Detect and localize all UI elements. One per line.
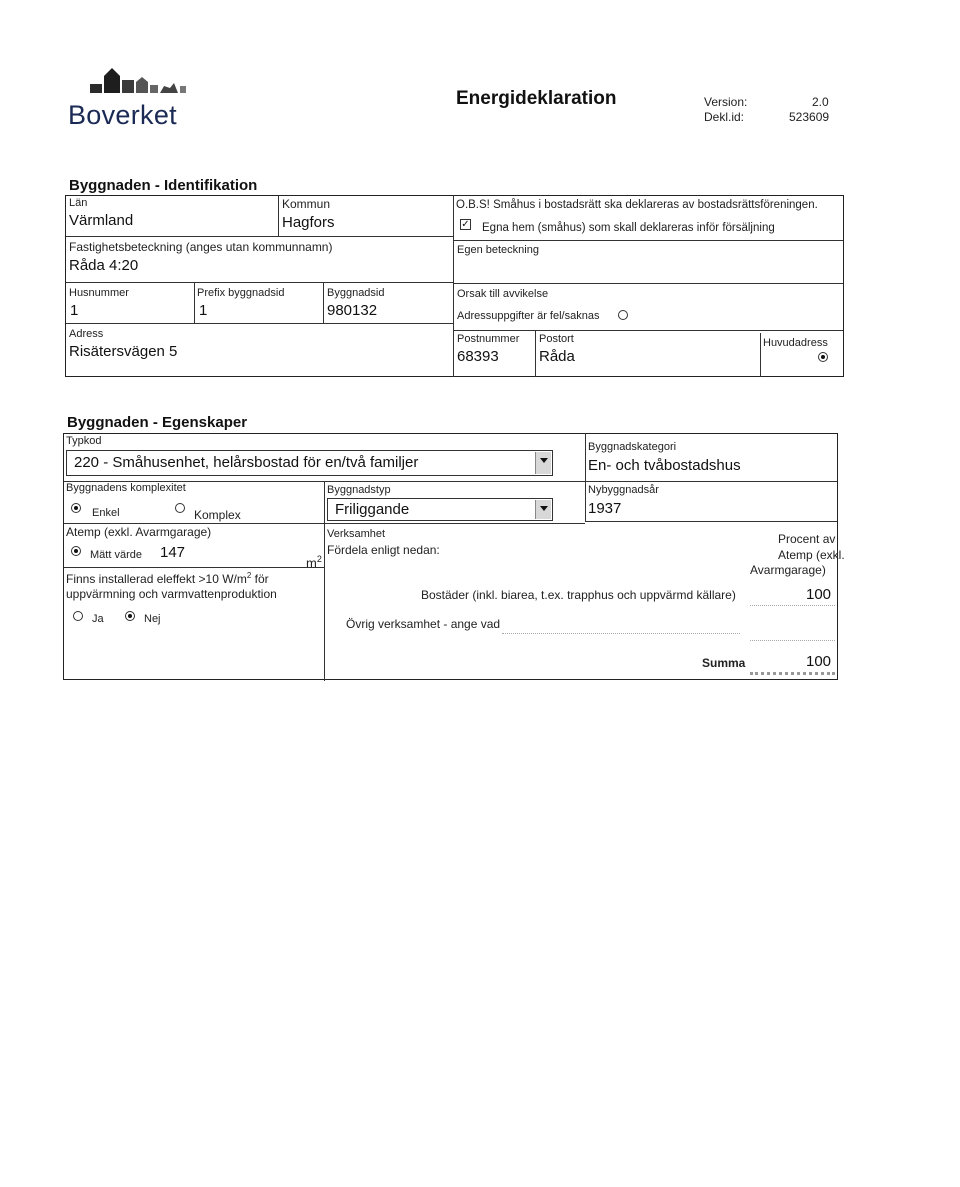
ja-radio[interactable] [73, 611, 83, 621]
obs-notice: O.B.S! Småhus i bostadsrätt ska deklareras av bostadsrättsföreningen. [456, 199, 818, 211]
page-title: Energideklaration [456, 88, 617, 109]
ovrig-percent-line [750, 640, 835, 641]
deklid-value: 523609 [789, 110, 830, 124]
eleffekt-label-2: uppvärmning och varmvattenproduktion [66, 587, 277, 601]
eleffekt-text-end: för [251, 572, 269, 586]
version-value: 2.0 [812, 95, 829, 109]
verksamhet-label: Verksamhet [327, 528, 386, 540]
egna-hem-label: Egna hem (småhus) som skall deklareras inför försäljning [482, 222, 775, 234]
nybyggnadsar-value: 1937 [588, 500, 622, 517]
procent-label-3: Avarmgarage) [750, 563, 826, 577]
bostader-value: 100 [806, 586, 832, 603]
kommun-label: Kommun [282, 197, 331, 211]
fastighet-value: Råda 4:20 [69, 257, 139, 274]
eleffekt-sup: 2 [246, 571, 252, 580]
enkel-radio[interactable] [71, 503, 81, 513]
husnummer-value: 1 [70, 302, 79, 319]
postort-label: Postort [539, 333, 574, 345]
byggnadsid-value: 980132 [327, 302, 378, 319]
nej-label: Nej [144, 613, 161, 625]
divider [535, 330, 536, 377]
divider [454, 283, 843, 284]
eleffekt-text: Finns installerad eleffekt >10 W/m [66, 572, 247, 586]
section-title-egenskaper: Byggnaden - Egenskaper [67, 414, 248, 431]
summa-value: 100 [806, 653, 832, 670]
prefix-value: 1 [199, 302, 208, 319]
divider [323, 283, 324, 323]
lan-label: Län [69, 197, 88, 209]
boverket-logo [68, 62, 198, 132]
postort-value: Råda [539, 348, 575, 365]
brand-name: Boverket [68, 100, 177, 130]
komplex-label: Komplex [194, 508, 241, 522]
summa-label: Summa [702, 656, 746, 670]
prefix-label: Prefix byggnadsid [197, 287, 285, 299]
kategori-label: Byggnadskategori [588, 441, 677, 453]
adress-label: Adress [69, 328, 104, 340]
typkod-label: Typkod [66, 435, 102, 447]
ovrig-input[interactable] [502, 612, 742, 632]
nybyggnadsar-label: Nybyggnadsår [588, 484, 659, 496]
divider [454, 240, 843, 241]
divider [278, 196, 279, 236]
procent-label-2: Atemp (exkl. [778, 548, 845, 562]
byggnadsid-label: Byggnadsid [327, 287, 385, 299]
divider [324, 481, 325, 681]
divider [64, 523, 585, 524]
boverket-logo-icon [88, 62, 208, 96]
divider [64, 567, 324, 568]
adress-value: Risätersvägen 5 [69, 343, 178, 360]
atemp-value: 147 [160, 544, 186, 561]
section-title-identifikation: Byggnaden - Identifikation [69, 177, 258, 194]
huvudadress-radio[interactable] [818, 352, 828, 362]
ovrig-label: Övrig verksamhet - ange vad [346, 617, 501, 631]
husnummer-label: Husnummer [69, 287, 129, 299]
version-label: Version: [704, 95, 748, 109]
byggnadstyp-dropdown[interactable] [327, 498, 553, 521]
deklid-label: Dekl.id: [704, 110, 745, 124]
huvudadress-label: Huvudadress [763, 337, 828, 349]
fastighet-label: Fastighetsbeteckning (anges utan kommunnamn) [69, 240, 333, 254]
divider [453, 195, 454, 377]
typkod-value: 220 - Småhusenhet, helårsbostad för en/två familjer [74, 454, 419, 471]
divider [66, 282, 453, 283]
matt-varde-label: Mätt värde [90, 549, 142, 561]
atemp-unit-sup: 2 [316, 554, 322, 564]
matt-varde-radio[interactable] [71, 546, 81, 556]
byggnadstyp-value: Friliggande [335, 501, 410, 518]
atemp-label: Atemp (exkl. Avarmgarage) [66, 525, 212, 539]
postnummer-label: Postnummer [457, 333, 520, 345]
adressuppgifter-radio[interactable] [618, 310, 628, 320]
divider [760, 333, 761, 377]
ovrig-field-line [502, 633, 740, 634]
divider [66, 323, 453, 324]
egna-hem-checkbox[interactable]: ✓ [461, 219, 470, 230]
kommun-value: Hagfors [282, 214, 335, 231]
procent-label-1: Procent av [778, 532, 836, 546]
adressuppgifter-label: Adressuppgifter är fel/saknas [457, 310, 600, 322]
summa-field-line [750, 672, 835, 675]
divider [66, 236, 453, 237]
ovrig-percent-input[interactable] [750, 612, 835, 632]
chevron-down-icon[interactable] [535, 452, 551, 474]
divider [194, 283, 195, 323]
kategori-value: En- och tvåbostadshus [588, 457, 741, 474]
enkel-label: Enkel [92, 507, 120, 519]
byggnadstyp-label: Byggnadstyp [327, 484, 391, 496]
divider [454, 330, 843, 331]
lan-value: Värmland [69, 212, 134, 229]
divider [585, 433, 586, 521]
fordela-label: Fördela enligt nedan: [327, 543, 440, 557]
typkod-dropdown[interactable] [66, 450, 553, 476]
egen-beteckning-input[interactable] [456, 259, 841, 283]
komplex-radio[interactable] [175, 503, 185, 513]
eleffekt-label [66, 571, 269, 586]
chevron-down-icon[interactable] [535, 500, 551, 519]
postnummer-value: 68393 [457, 348, 499, 365]
egen-beteckning-label: Egen beteckning [457, 244, 539, 256]
divider [585, 521, 837, 522]
ja-label: Ja [92, 613, 104, 625]
nej-radio[interactable] [125, 611, 135, 621]
atemp-unit-text: m [306, 555, 317, 571]
bostader-label: Bostäder (inkl. biarea, t.ex. trapphus och uppvärmd källare) [421, 588, 736, 602]
orsak-label: Orsak till avvikelse [457, 288, 549, 300]
komplexitet-label: Byggnadens komplexitet [66, 482, 186, 494]
bostader-field-line [750, 605, 835, 606]
